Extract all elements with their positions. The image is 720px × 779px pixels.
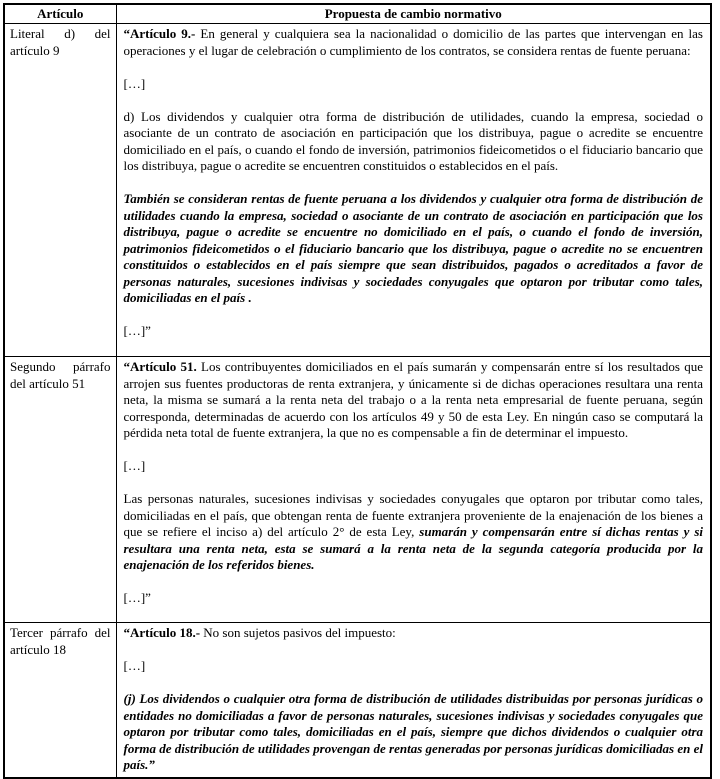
- normative-change-table: [3, 3, 712, 779]
- paragraph: [124, 491, 704, 574]
- text-segment: sumarán y compensarán entre sí dichas rentas y si resultara una renta neta, esta se sumará a la renta neta de la segunda categoría producida por la enajenación de los referidos bienes.: [123, 524, 703, 572]
- proposal-cell: [116, 623, 711, 779]
- paragraph: [124, 691, 704, 774]
- text-segment: “Artículo 9.-: [123, 26, 196, 41]
- column-header-propuesta: Propuesta de cambio normativo: [116, 4, 711, 24]
- paragraph: [124, 625, 704, 642]
- article-cell: Tercer párrafo del artículo 18: [4, 623, 116, 779]
- article-cell: Segundo párrafo del artículo 51: [4, 357, 116, 623]
- text-segment: […]: [123, 658, 146, 673]
- text-segment: […]: [123, 458, 146, 473]
- text-segment: […]”: [123, 323, 151, 338]
- table-body: [4, 24, 711, 779]
- paragraph: [124, 191, 704, 307]
- paragraph: [124, 359, 704, 442]
- text-segment: […]: [123, 75, 146, 91]
- text-segment: También se consideran rentas de fuente peruana a los dividendos y cualquier otra forma de distribución de utilidades cuando la empresa, sociedad o asociante de un contrato de asociación en participación que los distribuya, pague o acredite se encuentre no domiciliado en el país, o cuando el fondo de inversión, patrimonios fideicometidos o el fiduciario bancario que los distribuya, pague o acredite no se encuentren constituidos o establecidos en el país siempre que sean distribuidos, pagados o acreditados a favor de personas naturales, sucesiones indivisas y sociedades conyugales que optaron por tributar como tales, domiciliadas en el país .: [123, 191, 703, 305]
- header-row: [4, 4, 711, 24]
- paragraph: [124, 590, 704, 607]
- text-segment: […]”: [123, 590, 151, 605]
- paragraph: [124, 458, 704, 475]
- table-row: [4, 24, 711, 357]
- table-header: [4, 4, 711, 24]
- table-row: [4, 623, 711, 779]
- proposal-cell: [116, 24, 711, 357]
- text-segment: “Artículo 18.-: [123, 625, 201, 640]
- paragraph: [124, 323, 704, 340]
- paragraph: [124, 658, 704, 675]
- paragraph: [124, 76, 704, 93]
- text-segment: No son sujetos pasivos del impuesto:: [200, 625, 396, 640]
- table-row: [4, 357, 711, 623]
- article-cell: Literal d) del artículo 9: [4, 24, 116, 357]
- text-segment: (j) Los dividendos o cualquier otra forma de distribución de utilidades distribuidas por personas jurídicas o entidades no domiciliadas a favor de personas naturales, sucesiones indivisas y sociedades conyugales que optaron por tributar como tales, domiciliadas en el país, siempre que dichos dividendos o cualquier otra forma de distribución de utilidades provengan de rentas generadas por personas jurídicas domiciliadas en el país.”: [123, 691, 703, 772]
- column-header-articulo: Artículo: [4, 4, 116, 24]
- text-segment: “Artículo 51.: [123, 359, 197, 374]
- paragraph: [124, 109, 704, 175]
- text-segment: Los contribuyentes domiciliados en el país sumarán y compensarán entre sí los resultados que arrojen sus fuentes productoras de renta extranjera, y únicamente si de dichas operaciones resultara una renta neta, la misma se sumará a la renta neta del trabajo o a la renta neta empresarial de fuente peruana, según corresponda, determinadas de acuerdo con los artículos 49 y 50 de esta Ley. En ningún caso se computará la pérdida neta total de fuente extranjera, la que no es compensable a fin de determinar el impuesto.: [123, 359, 703, 440]
- text-segment: d) Los dividendos y cualquier otra forma de distribución de utilidades, cuando la empresa, sociedad o asociante de un contrato de asociación en participación que los distribuya, pague o acredite se encuentre domiciliado en el país, o cuando el fondo de inversión, patrimonios fideicometidos o el fiduciario bancario que los distribuya, pague o acredite se encuentren constituidos o establecidos en el país.: [123, 108, 703, 173]
- paragraph: [124, 26, 704, 59]
- text-segment: En general y cualquiera sea la nacionalidad o domicilio de las partes que intervengan en las operaciones y el lugar de celebración o cumplimiento de los contratos, se considera rentas de fuente peruana:: [123, 26, 703, 58]
- text-segment: Las personas naturales, sucesiones indivisas y sociedades conyugales que optaron por tributar como tales, domiciliadas en el país, que obtengan renta de fuente extranjera proveniente de la enajenación de los bienes a que se refiere el inciso a) del artículo 2° de esta Ley,: [123, 491, 703, 539]
- proposal-cell: [116, 357, 711, 623]
